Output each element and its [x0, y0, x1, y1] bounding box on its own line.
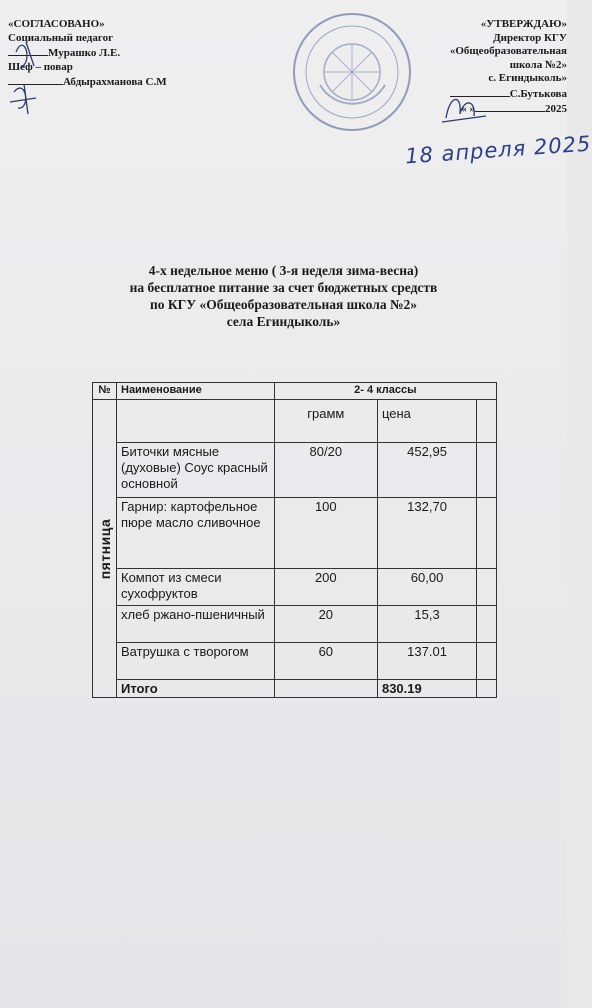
day-cell: [93, 400, 117, 698]
dish-price: 132,70: [377, 498, 476, 569]
dish-name: Биточки мясные (духовые) Соус красный основной: [117, 443, 275, 498]
social-pedagogue-name: Мурашко Л.Е.: [48, 47, 121, 59]
table-row: [93, 643, 497, 680]
approval-year: 2025: [545, 103, 567, 115]
table-header-row: [93, 383, 497, 400]
total-row: [93, 680, 497, 698]
title-line-4: села Егиндыколь»: [226, 314, 341, 329]
total-value: 830.19: [377, 680, 476, 698]
header-number: №: [93, 383, 117, 400]
dish-price: 15,3: [377, 606, 476, 643]
dish-name: Компот из смеси сухофруктов: [117, 569, 275, 606]
dish-price: 452,95: [377, 443, 476, 498]
table-row: [93, 443, 497, 498]
dish-name: хлеб ржано-пшеничный: [117, 606, 275, 643]
director-role: Директор КГУ: [493, 31, 567, 44]
chef-name: Абдырахманова С.М: [63, 76, 167, 88]
table-row: [93, 569, 497, 606]
menu-title: [0, 262, 567, 330]
director-signature-mark: [440, 88, 490, 128]
village-name: с. Егиндыколь»: [488, 72, 567, 84]
social-pedagogue-role: Социальный педагог: [8, 31, 114, 44]
handwritten-date: 18 апреля 2025: [404, 131, 592, 169]
total-label: Итого: [117, 680, 275, 698]
table-row: [93, 606, 497, 643]
dish-price: 60,00: [377, 569, 476, 606]
approval-date-line: « » 2025: [461, 103, 567, 115]
dish-gram: 20: [274, 606, 377, 643]
director-name: С.Бутькова: [509, 87, 567, 100]
table-subheader-row: [93, 400, 497, 443]
left-signatures-mark: [6, 22, 76, 112]
title-line-3: по КГУ «Общеобразовательная школа №2»: [149, 297, 418, 312]
table-row: [93, 498, 497, 569]
day-label: пятница: [96, 518, 113, 579]
chef-role: Шеф – повар: [8, 60, 73, 73]
menu-table: [92, 382, 497, 698]
title-line-2: на бесплатное питание за счет бюджетных средств: [129, 280, 438, 295]
dish-gram: 200: [274, 569, 377, 606]
dish-name: Ватрушка с творогом: [117, 643, 275, 680]
header-price: цена: [377, 400, 476, 443]
school-name-line2: школа №2»: [509, 58, 567, 71]
dish-gram: 80/20: [274, 443, 377, 498]
approved-heading: «УТВЕРЖДАЮ»: [480, 18, 567, 30]
dish-name: Гарнир: картофельное пюре масло сливочное: [117, 498, 275, 569]
agreed-heading: «СОГЛАСОВАНО»: [8, 18, 105, 30]
header-name: Наименование: [117, 383, 275, 400]
header-gram: грамм: [274, 400, 377, 443]
dish-price: 137.01: [377, 643, 476, 680]
dish-gram: 60: [274, 643, 377, 680]
title-line-1: 4-х недельное меню ( 3-я неделя зима-весна): [148, 263, 419, 278]
dish-gram: 100: [274, 498, 377, 569]
header-classes: 2- 4 классы: [274, 383, 496, 400]
school-name-line1: «Общеобразовательная: [449, 45, 567, 57]
